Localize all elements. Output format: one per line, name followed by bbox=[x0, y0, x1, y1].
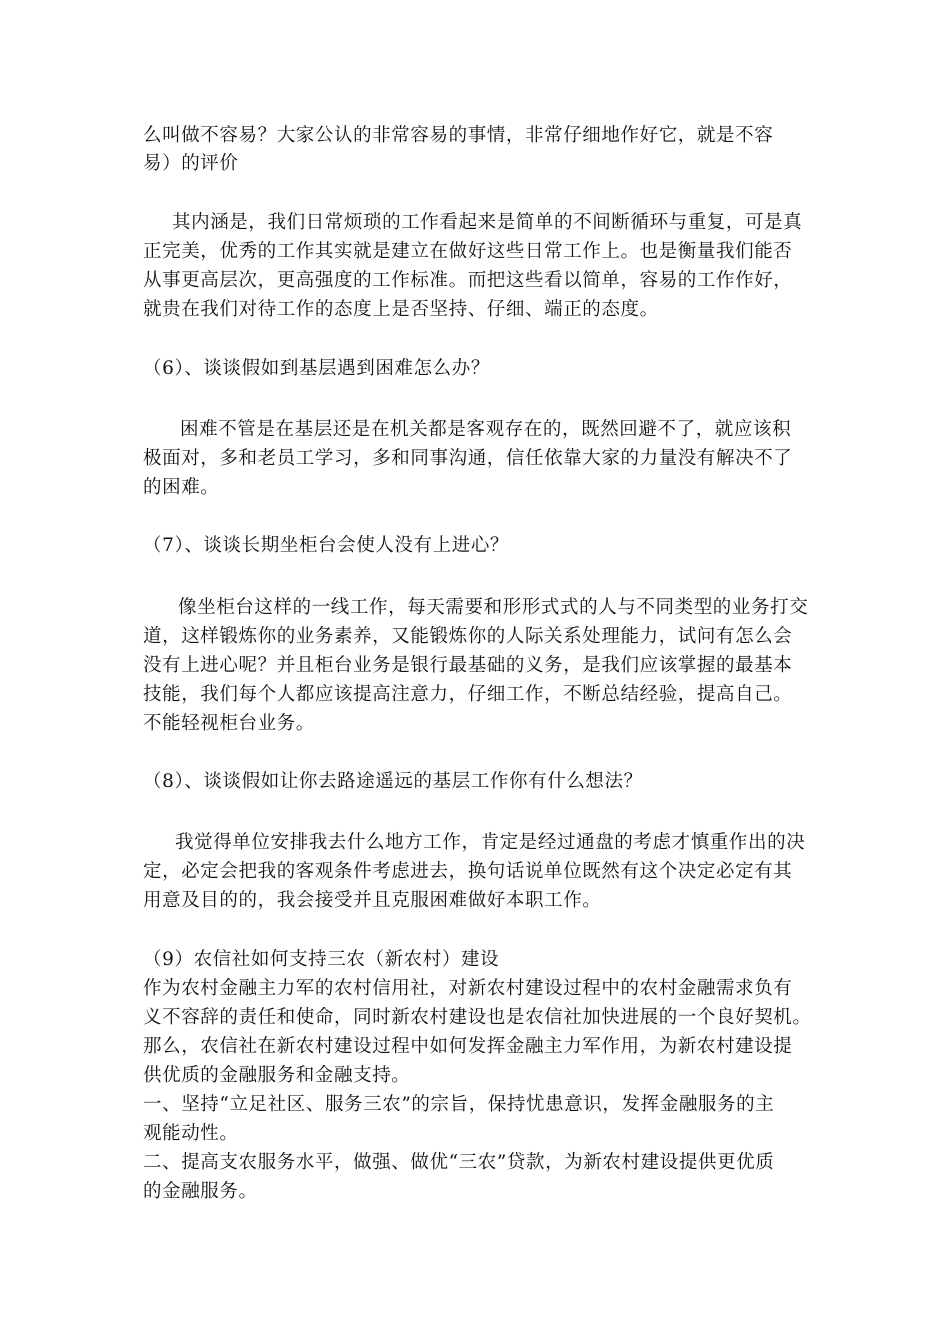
answer-9-line-8: 的金融服务。 bbox=[143, 1181, 258, 1202]
answer-8-line-3: 用意及目的的，我会接受并且克服困难做好本职工作。 bbox=[143, 890, 602, 911]
answer-8-line-1: 我觉得单位安排我去什么地方工作，肯定是经过通盘的考虑才慎重作出的决 bbox=[175, 832, 806, 853]
answer-7-line-1: 像坐柜台这样的一线工作，每天需要和形形式式的人与不同类型的业务打交 bbox=[178, 597, 809, 618]
meaning-line-4: 就贵在我们对待工作的态度上是否坚持、仔细、端正的态度。 bbox=[143, 299, 659, 320]
answer-9-line-2: 义不容辞的责任和使命，同时新农村建设也是农信社加快进展的一个良好契机。 bbox=[143, 1007, 812, 1028]
question-8: （8）、谈谈假如让你去路途遥远的基层工作你有什么想法？ bbox=[143, 771, 643, 792]
answer-6-line-2: 极面对，多和老员工学习，多和同事沟通，信任依靠大家的力量没有解决不了 bbox=[143, 448, 793, 469]
answer-9-line-4: 供优质的金融服务和金融支持。 bbox=[143, 1065, 411, 1086]
intro-line-1: 么叫做不容易？大家公认的非常容易的事情，非常仔细地作好它，就是不容 bbox=[143, 125, 774, 146]
question-9: （9）农信社如何支持三农（新农村）建设 bbox=[143, 949, 500, 970]
answer-7-line-5: 不能轻视柜台业务。 bbox=[143, 713, 315, 734]
meaning-line-1: 其内涵是，我们日常烦琐的工作看起来是简单的不间断循环与重复，可是真 bbox=[172, 212, 803, 233]
answer-9-line-1: 作为农村金融主力军的农村信用社，对新农村建设过程中的农村金融需求负有 bbox=[143, 978, 793, 999]
meaning-line-2: 正完美，优秀的工作其实就是建立在做好这些日常工作上。也是衡量我们能否 bbox=[143, 241, 793, 262]
answer-6-line-3: 的困难。 bbox=[143, 477, 220, 498]
answer-8-line-2: 定，必定会把我的客观条件考虑进去，换句话说单位既然有这个决定必定有其 bbox=[143, 861, 793, 882]
answer-9-line-5: 一、坚持“立足社区、服务三农”的宗旨，保持忧患意识，发挥金融服务的主 bbox=[143, 1094, 775, 1115]
answer-7-line-2: 道，这样锻炼你的业务素养，又能锻炼你的人际关系处理能力，试问有怎么会 bbox=[143, 626, 793, 647]
answer-9-line-3: 那么，农信社在新农村建设过程中如何发挥金融主力军作用，为新农村建设提 bbox=[143, 1036, 793, 1057]
question-7: （7）、谈谈长期坐柜台会使人没有上进心？ bbox=[143, 535, 510, 556]
answer-7-line-4: 技能，我们每个人都应该提高注意力，仔细工作，不断总结经验，提高自己。 bbox=[143, 684, 793, 705]
answer-9-line-7: 二、提高支农服务水平，做强、做优“三农”贷款，为新农村建设提供更优质 bbox=[143, 1152, 775, 1173]
question-6: （6）、谈谈假如到基层遇到困难怎么办？ bbox=[143, 358, 490, 379]
meaning-line-3: 从事更高层次，更高强度的工作标准。而把这些看以简单，容易的工作作好， bbox=[143, 270, 793, 291]
answer-6-line-1: 困难不管是在基层还是在机关都是客观存在的，既然回避不了，就应该积 bbox=[180, 419, 792, 440]
answer-7-line-3: 没有上进心呢？并且柜台业务是银行最基础的义务，是我们应该掌握的最基本 bbox=[143, 655, 793, 676]
intro-line-2: 易）的评价 bbox=[143, 153, 239, 174]
answer-9-line-6: 观能动性。 bbox=[143, 1123, 239, 1144]
